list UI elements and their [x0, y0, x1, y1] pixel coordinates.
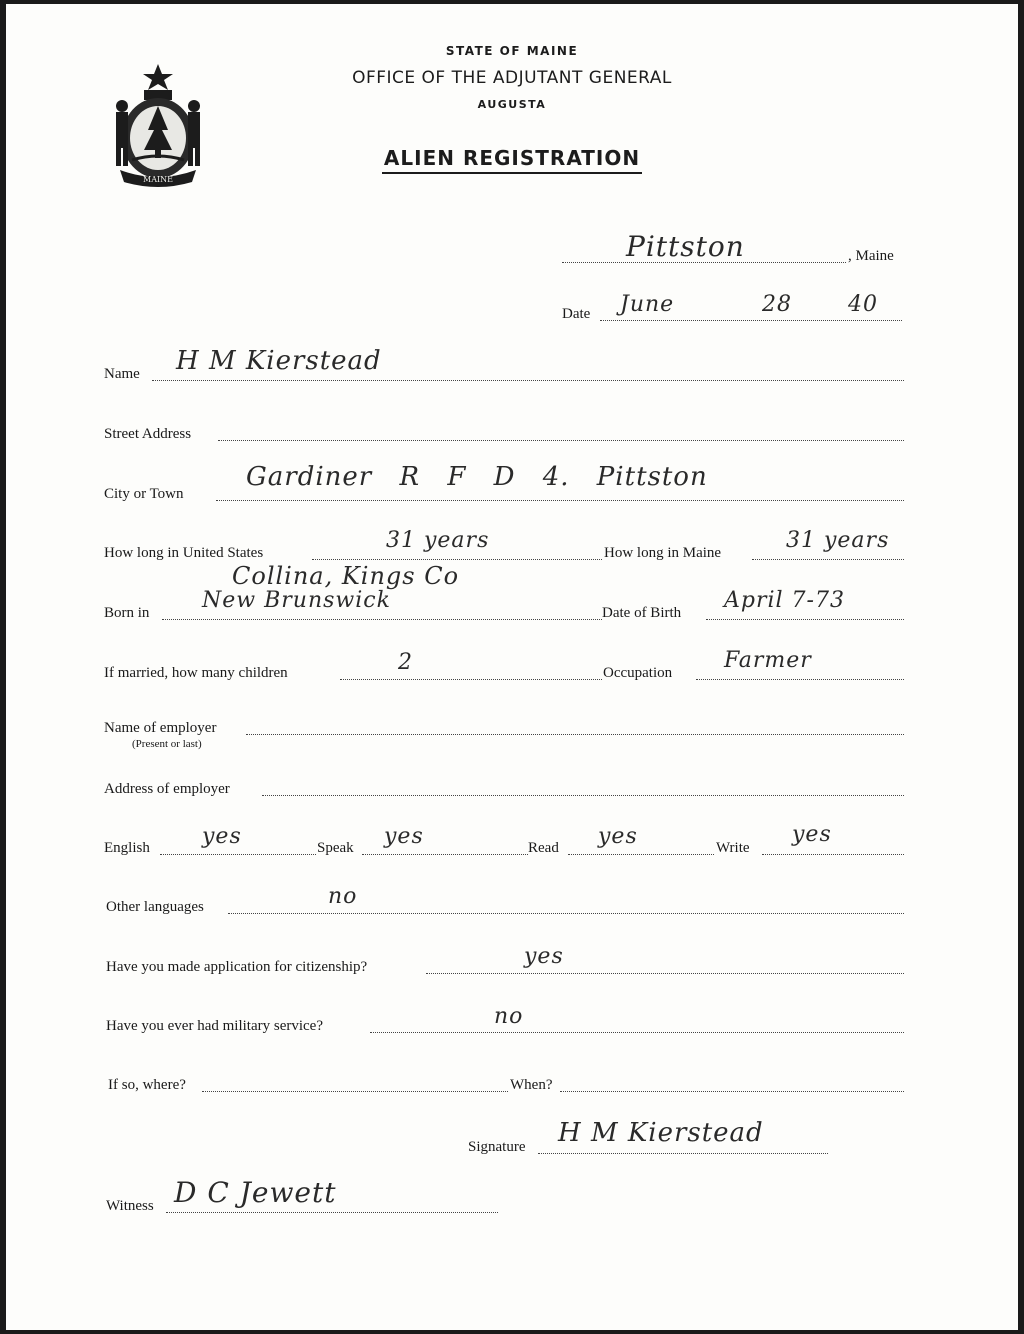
name-value: H M Kierstead — [176, 346, 382, 376]
date-label: Date — [562, 306, 591, 322]
born-in-value-line1: Collina, Kings Co — [232, 562, 460, 590]
born-in-value-line2: New Brunswick — [202, 588, 391, 613]
when-label: When? — [510, 1077, 553, 1093]
military-label: Have you ever had military service? — [106, 1018, 323, 1034]
military-value: no — [494, 1004, 524, 1029]
citizenship-line — [426, 973, 904, 974]
state-heading: STATE OF MAINE — [445, 44, 579, 58]
form-title-text: ALIEN REGISTRATION — [382, 146, 642, 174]
street-label: Street Address — [104, 426, 192, 442]
english-value: yes — [202, 824, 242, 849]
how-long-maine-label: How long in Maine — [604, 545, 722, 561]
how-long-maine-value: 31 years — [786, 528, 890, 553]
city-label: City or Town — [104, 486, 184, 502]
occupation-line — [696, 679, 904, 680]
how-long-us-line — [312, 559, 602, 560]
occupation-value: Farmer — [724, 648, 812, 673]
name-label: Name — [104, 366, 140, 382]
english-label: English — [104, 840, 150, 856]
employer-sub-label: (Present or last) — [132, 738, 202, 750]
other-languages-value: no — [328, 884, 358, 909]
other-languages-line — [228, 913, 904, 914]
employer-address-label: Address of employer — [104, 781, 230, 797]
signature-value: H M Kierstead — [558, 1118, 764, 1148]
born-in-line — [162, 619, 602, 620]
write-line — [762, 854, 904, 855]
how-long-us-value: 31 years — [386, 528, 490, 553]
witness-label: Witness — [106, 1198, 154, 1214]
english-line — [160, 854, 316, 855]
employer-line — [246, 734, 904, 735]
date-day: 28 — [762, 292, 792, 317]
children-value: 2 — [398, 650, 413, 675]
occupation-label: Occupation — [603, 665, 673, 681]
seal-label: MAINE — [143, 175, 173, 184]
dob-line — [706, 619, 904, 620]
how-long-maine-line — [752, 559, 904, 560]
read-value: yes — [598, 824, 638, 849]
city-value: Gardiner R F D 4. Pittston — [246, 462, 708, 492]
employer-address-line — [262, 795, 904, 796]
dob-value: April 7-73 — [724, 588, 845, 613]
city-line — [216, 500, 904, 501]
town-value: Pittston — [626, 230, 745, 263]
when-line — [560, 1091, 904, 1092]
where-label: If so, where? — [108, 1077, 186, 1093]
speak-label: Speak — [317, 840, 354, 856]
citizenship-value: yes — [524, 944, 564, 969]
date-line — [600, 320, 902, 321]
read-label: Read — [528, 840, 559, 856]
form-title — [6, 146, 1018, 170]
children-label: If married, how many children — [104, 665, 288, 681]
children-line — [340, 679, 602, 680]
employer-label: Name of employer — [104, 720, 217, 736]
read-line — [568, 854, 714, 855]
name-line — [152, 380, 904, 381]
signature-line — [538, 1153, 828, 1154]
witness-line — [166, 1212, 498, 1213]
how-long-us-label: How long in United States — [104, 545, 264, 561]
form-sheet — [6, 4, 1018, 1330]
date-month: June — [620, 292, 675, 317]
maine-label: , Maine — [848, 248, 894, 264]
street-line — [218, 440, 904, 441]
witness-value: D C Jewett — [174, 1176, 337, 1209]
speak-value: yes — [384, 824, 424, 849]
other-languages-label: Other languages — [106, 899, 204, 915]
military-line — [370, 1032, 904, 1033]
born-in-label: Born in — [104, 605, 150, 621]
write-value: yes — [792, 822, 832, 847]
where-line — [202, 1091, 508, 1092]
speak-line — [362, 854, 528, 855]
write-label: Write — [716, 840, 750, 856]
date-year: 40 — [848, 292, 878, 317]
office-heading: OFFICE OF THE ADJUTANT GENERAL — [352, 68, 672, 88]
city-heading: AUGUSTA — [477, 98, 547, 111]
citizenship-label: Have you made application for citizenship? — [106, 959, 368, 975]
signature-label: Signature — [468, 1139, 526, 1155]
dob-label: Date of Birth — [602, 605, 682, 621]
